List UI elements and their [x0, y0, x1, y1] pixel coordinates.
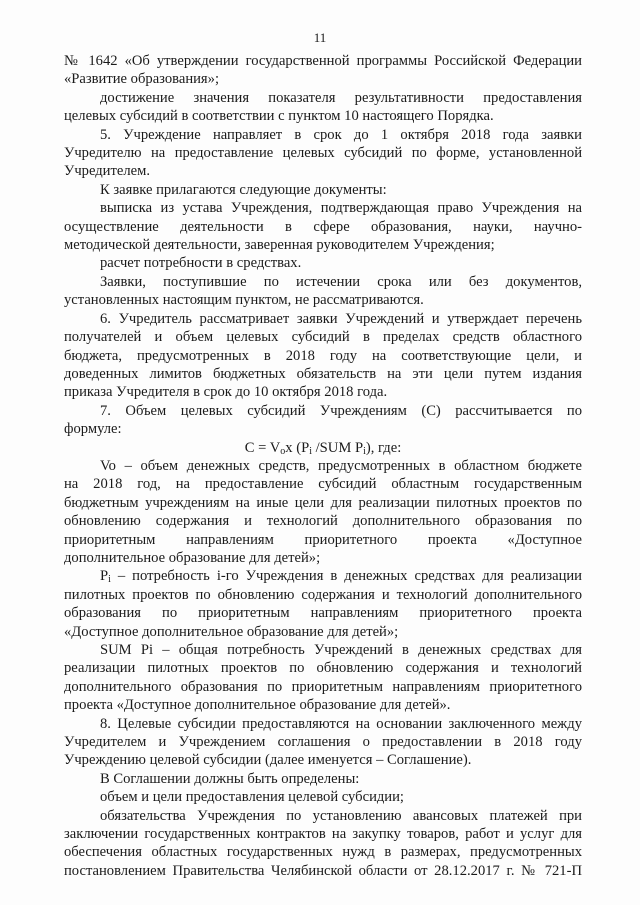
text-line: № 1642 «Об утверждении государственной программы Российской Федерации: [64, 53, 582, 69]
text-line: бюджета, предусмотренных в 2018 году на соответствующие цели, и: [64, 347, 582, 364]
text-line: заключении государственных контрактов на закупку товаров, работ и услуг для: [64, 826, 582, 843]
text-line: бюджетным учреждениям на иные цели для реализации пилотных проектов по: [64, 494, 582, 511]
text-line: 6. Учредитель рассматривает заявки Учреждений и утверждает перечень: [100, 310, 582, 327]
text-line: доведенных лимитов бюджетных обязательств на эти цели путем издания: [64, 365, 582, 382]
text-line: проекта «Доступное дополнительное образование для детей».: [64, 697, 451, 714]
text-line: реализации пилотных проектов по обновлению содержания и технологий: [64, 660, 582, 677]
text-line: выписка из устава Учреждения, подтверждающая право Учреждения на: [100, 200, 582, 217]
text-line: формуле:: [64, 421, 122, 438]
text-line: образования по приоритетным направлениям приоритетного проекта: [64, 605, 582, 622]
text-line: обеспечения областных государственных нужд в размерах, предусмотренных: [64, 844, 582, 861]
text-line: К заявке прилагаются следующие документы:: [100, 181, 387, 198]
text-line: 7. Объем целевых субсидий Учреждениям (С) рассчитывается по: [100, 402, 582, 419]
text-line: обязательства Учреждения по установлению авансовых платежей при: [100, 807, 582, 824]
text-line: $P_i$ – потребность i-го Учреждения в денежных средствах для реализации: [100, 568, 582, 586]
text-line: Учреждению целевой субсидии (далее именуется – Соглашение).: [64, 752, 472, 769]
text-line: Vo – объем денежных средств, предусмотренных в областном бюджете: [100, 457, 582, 474]
text-line: Учредителем и Учреждением соглашения о предоставлении в 2018 году: [64, 734, 582, 751]
text-line: достижение значения показателя результативности предоставления: [100, 89, 582, 106]
text-line: дополнительное образование для детей»;: [64, 549, 321, 566]
text-line: приказа Учредителя в срок до 10 октября 2018 года.: [64, 384, 388, 401]
text-line: «Доступное дополнительное образование для детей»;: [64, 623, 399, 640]
text-line: объем и цели предоставления целевой субсидии;: [100, 789, 404, 806]
text-line: В Соглашении должны быть определены:: [100, 770, 360, 787]
text-line: на 2018 год, на предоставление субсидий областным государственным: [64, 476, 582, 493]
text-line: обновлению содержания и технологий дополнительного образования по: [64, 513, 582, 530]
text-line: 8. Целевые субсидии предоставляются на основании заключенного между: [100, 715, 582, 732]
text-line: осуществление деятельности в сфере образования, науки, научно-: [64, 218, 582, 235]
text-line: Заявки, поступившие по истечении срока или без документов,: [100, 273, 582, 290]
text-line: дополнительного образования по приоритетным направлениям приоритетного: [64, 678, 582, 695]
text-line: 5. Учреждение направляет в срок до 1 октября 2018 года заявки: [100, 126, 582, 143]
text-line: приоритетным направлениям приоритетного проекта «Доступное: [64, 531, 582, 548]
text-line: Учредителю на предоставление целевых субсидий по форме, установленной: [64, 145, 582, 162]
text-line: расчет потребности в средствах.: [100, 255, 302, 272]
text-line: постановлением Правительства Челябинской области от 28.12.2017 г. № 721-П: [64, 862, 582, 879]
text-line: установленных настоящим пунктом, не рассматриваются.: [64, 292, 424, 309]
page-number: 11: [313, 30, 327, 45]
text-line: пилотных проектов по обновлению содержания и технологий дополнительного: [64, 586, 582, 603]
formula-line: $C = V_ox$ ($P_i$ /SUM $P_i$), где:: [244, 439, 402, 457]
document-body: [64, 52, 582, 880]
text-line: методической деятельности, заверенная руководителем Учреждения;: [64, 237, 495, 254]
text-line: «Развитие образования»;: [64, 71, 220, 88]
text-line: получателей и объем целевых субсидий в пределах средств областного: [64, 329, 582, 346]
text-line: целевых субсидий в соответствии с пунктом 10 настоящего Порядка.: [64, 108, 494, 125]
text-line: SUM Pi – общая потребность Учреждений в денежных средствах для: [100, 642, 582, 658]
text-line: Учредителем.: [64, 163, 150, 180]
